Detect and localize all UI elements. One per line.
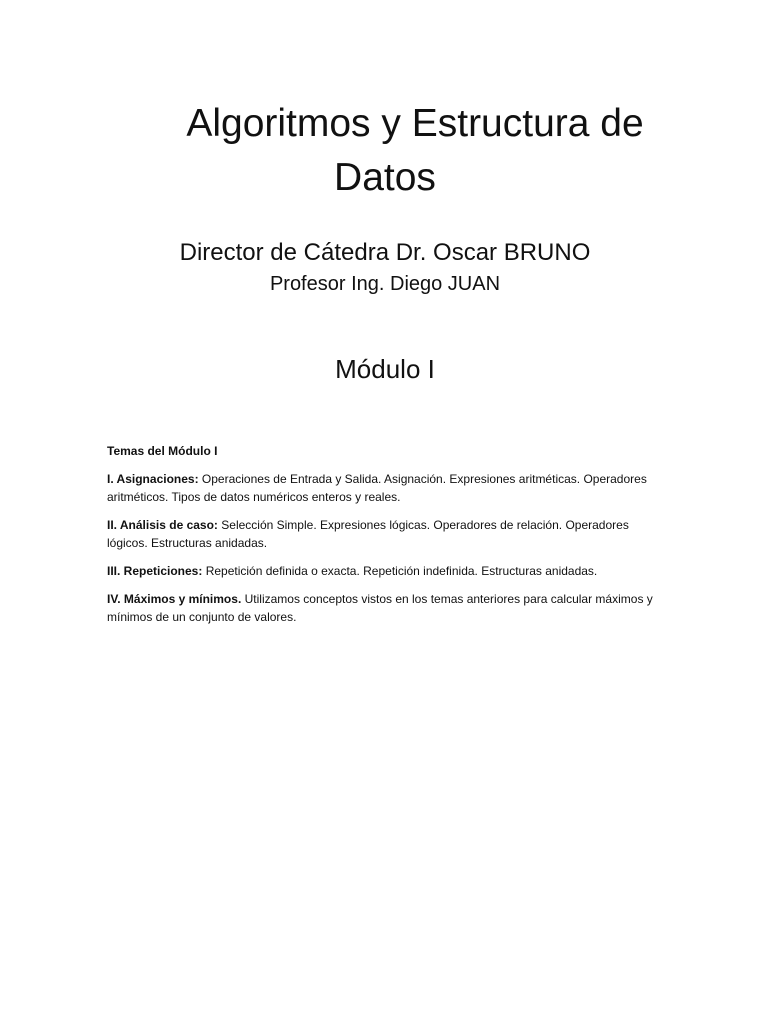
director-line: Director de Cátedra Dr. Oscar BRUNO bbox=[179, 239, 591, 266]
topic-item bbox=[107, 516, 667, 552]
topic-label: I. Asignaciones: bbox=[107, 472, 199, 486]
topic-label: II. Análisis de caso: bbox=[107, 518, 218, 532]
document-title-line-1: Algoritmos y Estructura de bbox=[186, 102, 644, 145]
topic-text: Repetición definida o exacta. Repetición indefinida. Estructuras anidadas. bbox=[202, 564, 598, 578]
topics-heading: Temas del Módulo I bbox=[107, 444, 218, 458]
topic-item bbox=[107, 562, 667, 580]
topic-item bbox=[107, 470, 667, 506]
topic-text: Selección Simple. Expresiones lógicas. Operadores de relación. Operadores lógicos. Estructuras anidadas. bbox=[107, 518, 629, 550]
topic-label: IV. Máximos y mínimos. bbox=[107, 592, 242, 606]
professor-line: Profesor Ing. Diego JUAN bbox=[269, 273, 501, 295]
module-title: Módulo I bbox=[335, 354, 435, 384]
document-title-line-2: Datos bbox=[334, 156, 436, 199]
topic-text: Utilizamos conceptos vistos en los temas anteriores para calcular máximos y mínimos de un conjunto de valores. bbox=[107, 592, 653, 624]
topic-label: III. Repeticiones: bbox=[107, 564, 203, 578]
topics-section bbox=[107, 442, 667, 636]
topic-item bbox=[107, 590, 667, 626]
topic-text: Operaciones de Entrada y Salida. Asignación. Expresiones aritméticas. Operadores aritméticos. Tipos de datos numéricos enteros y reales. bbox=[107, 472, 647, 504]
